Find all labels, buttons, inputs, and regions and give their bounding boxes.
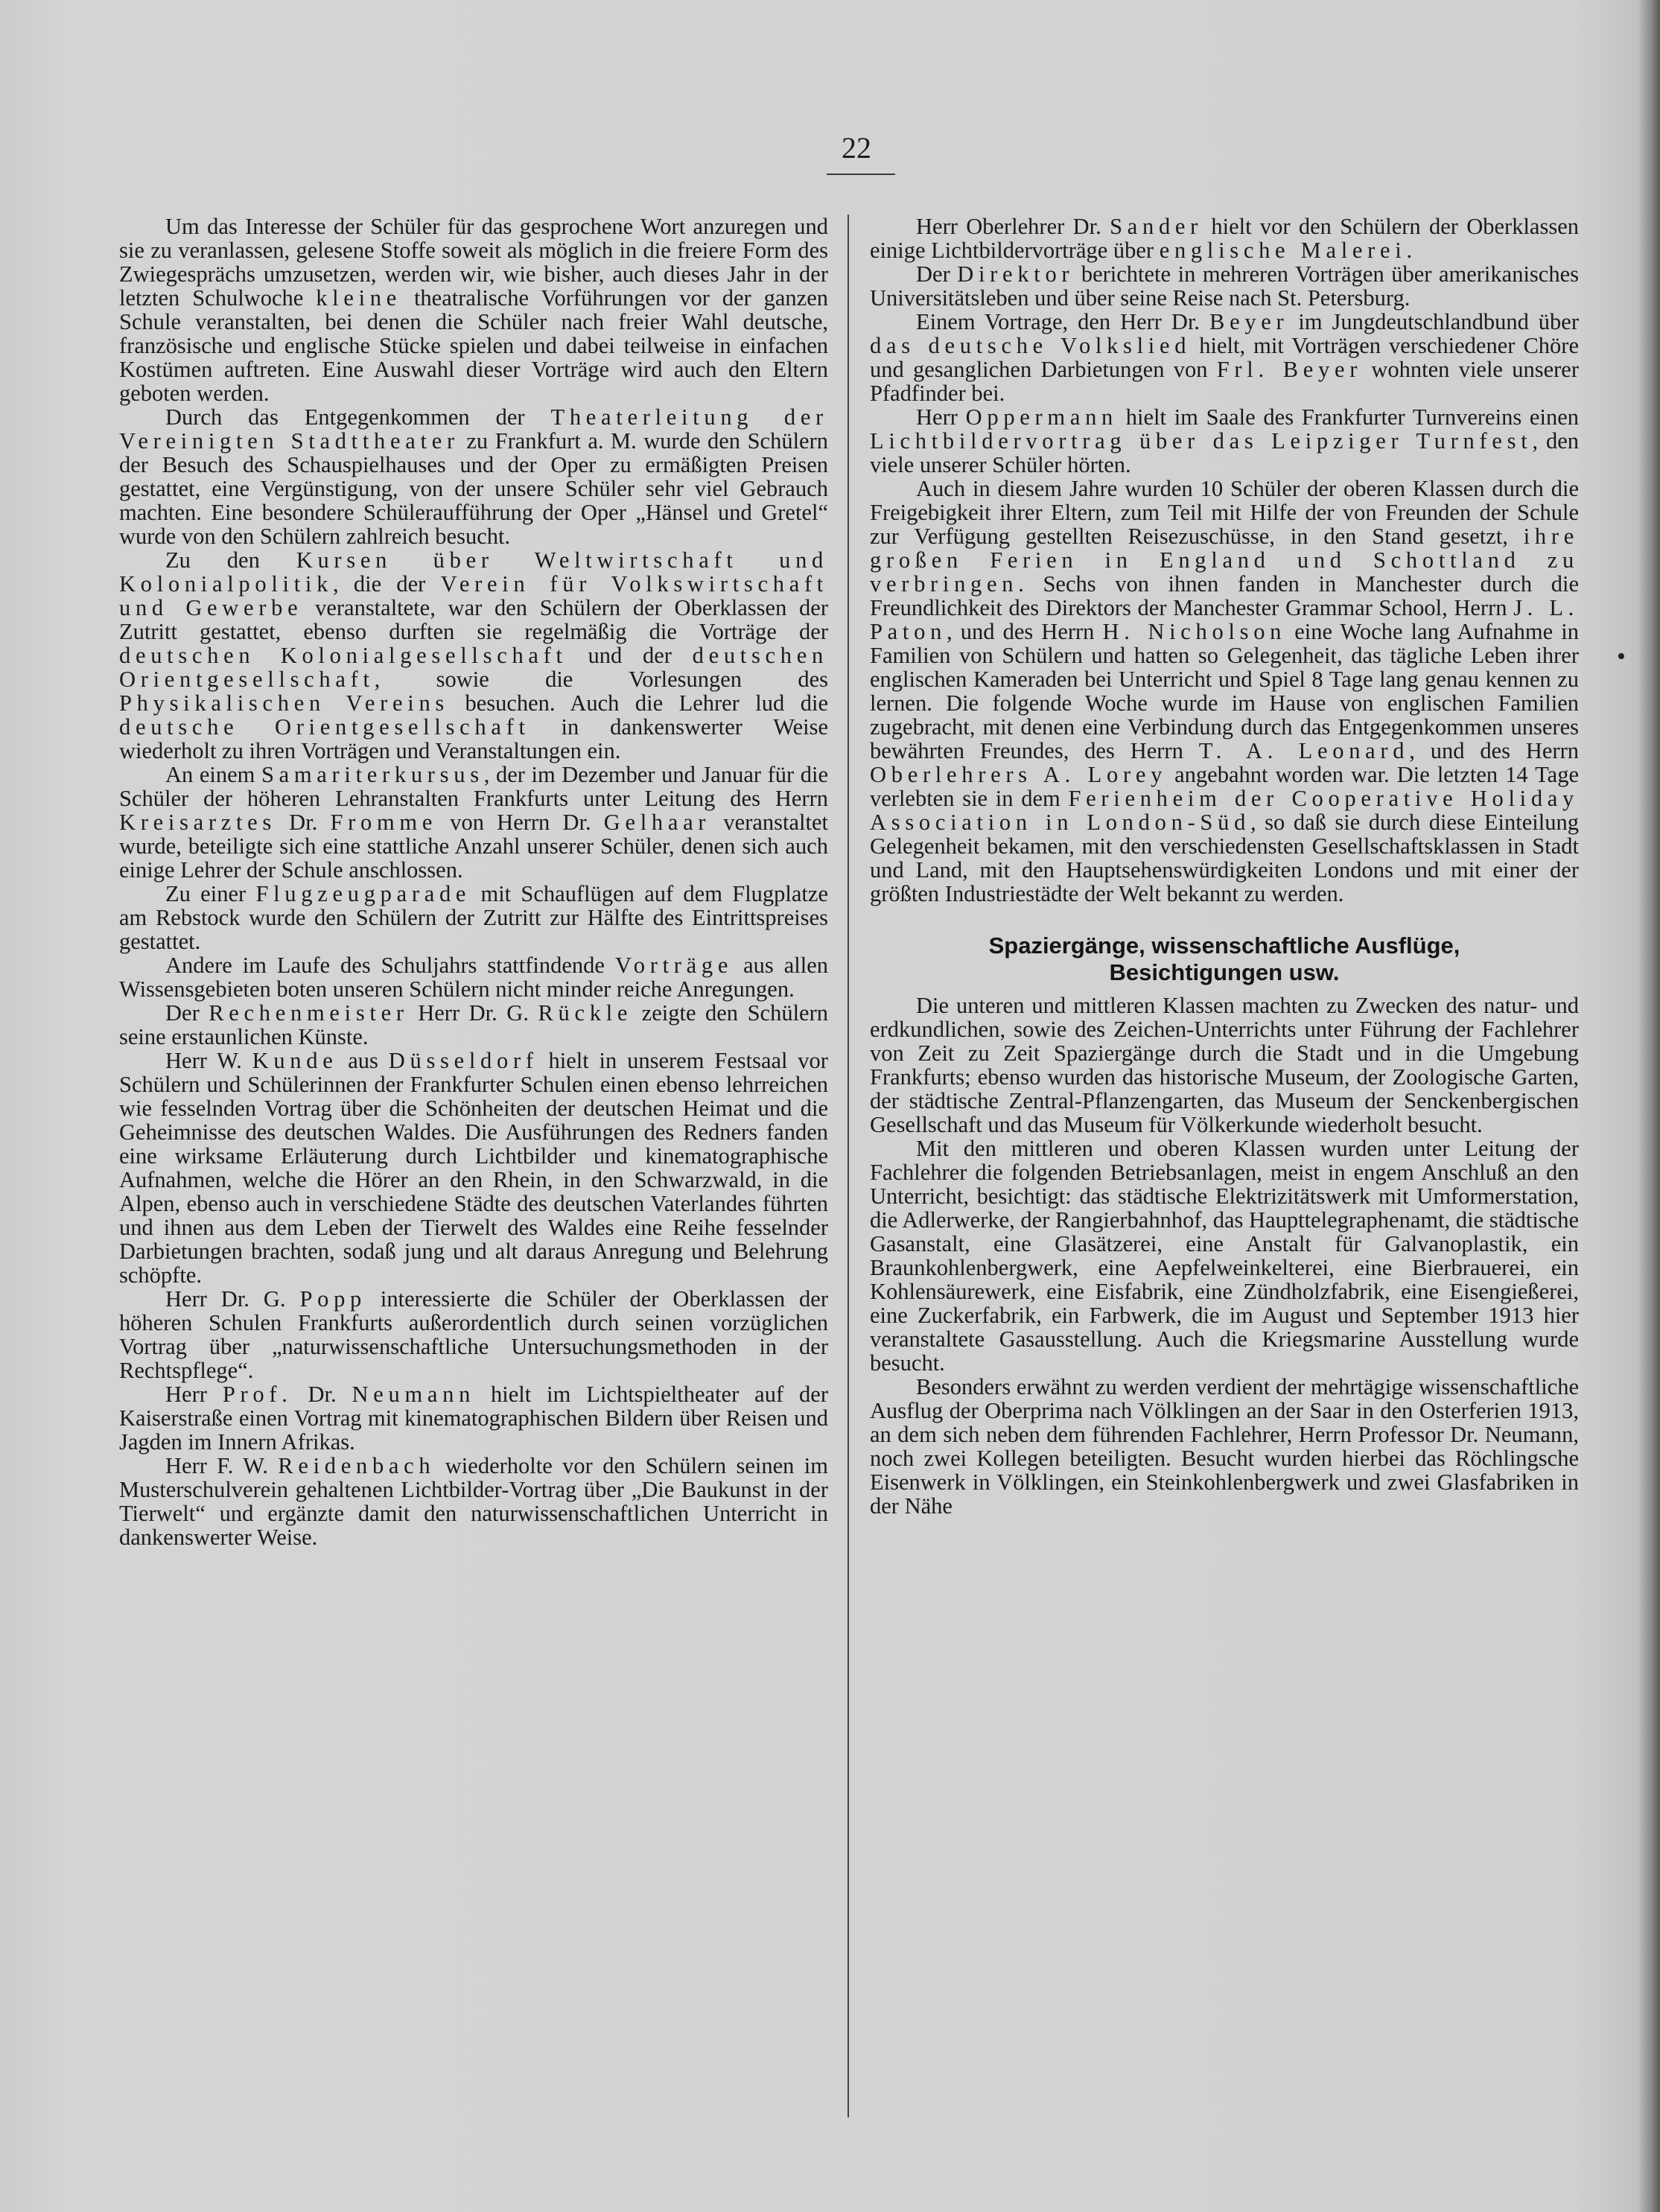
spaced-emphasis: deutschen Orientgesellschaft [119,643,828,692]
paragraph [870,310,1579,405]
paragraph [119,1049,828,1287]
text-run: Herr Dr. G. [408,1000,538,1026]
text-run: Herr [165,1382,223,1407]
text-run: wiederholte vor den Schülern seinen im Musterschulverein gehaltenen Lichtbilder-Vortrag über „Die Baukunst in der Tierwelt“ und ergänzte damit den naturwissenschaftlichen Unterricht in dankenswerter Weise. [119,1453,828,1550]
paragraph [119,953,828,1001]
text-run: . Sechs von ihnen fanden in Manchester durch die Freundlichkeit des Direktors der Manchester Grammar School, Herrn [870,571,1579,620]
section-heading-line-1: Spaziergänge, wissenschaftliche Ausflüge, [988,932,1460,959]
text-run: , und des Herrn [1409,738,1579,763]
paragraph [870,994,1579,1137]
spaced-emphasis: Reidenbach [278,1453,436,1478]
text-run: Herr W. [165,1048,252,1073]
paragraph [119,1287,828,1382]
margin-mark: • [1617,643,1626,670]
text-run: , der im Dezember und Januar für die Schüler der höheren Lehranstalten Frankfurts unter Leitung des Herrn [119,762,828,811]
spaced-emphasis: Oberlehrers A. Lorey [870,762,1168,787]
paragraph [870,262,1579,310]
text-run: Durch das Entgegenkommen der [165,404,551,430]
text-run: . [1406,238,1413,263]
text-run: Der [165,1000,209,1026]
spaced-emphasis: Direktor [957,261,1075,287]
spaced-emphasis: Kreisarztes [119,810,276,835]
spaced-emphasis: Düsseldorf [388,1048,538,1073]
text-run: aus [337,1048,389,1073]
paragraph [870,405,1579,477]
spaced-emphasis: Fromme [330,810,438,835]
text-run: eine Woche lang Aufnahme in Familien von Schülern und hatten so Gelegenheit, das tägliche Leben ihrer englischen Kameraden bei Unterricht und Spiel 8 Tage lang genau kennen zu lernen. Die folgende Woche wurde im Hause von englischen Familien zugebracht, mit denen eine Verbindung durch das Entgegenkommen unseres bewährten Freundes, des Herrn [870,619,1579,763]
right-column [870,214,1579,1518]
text-run: zeigte den Schülern seine erstaunlichen Künste. [119,1000,828,1049]
paragraph [119,405,828,548]
text-run: Andere im Laufe des Schuljahrs stattfindende [165,953,615,978]
spaced-emphasis: Ferienheim der Cooperative Holiday Association in London-Süd [870,786,1579,835]
spaced-emphasis: Rückle [538,1000,633,1026]
text-run: veranstaltet wurde, beteiligte sich eine stattliche Anzahl unserer Schüler, denen sich auch einige Lehrer der Schule anschlossen. [119,810,829,883]
paragraph [119,1382,828,1454]
text-run: hielt im Lichtspieltheater auf der Kaiserstraße einen Vortrag mit kinematographischen Bildern über Reisen und Jagden im Innern Afrikas. [119,1382,828,1455]
text-run: , und des Herrn [947,619,1103,644]
text-run: Herr F. W. [165,1453,279,1478]
text-run: aus allen Wissensgebieten boten unseren Schülern nicht minder reiche Anregungen. [119,953,828,1002]
binding-shadow [1638,0,1660,2212]
spaced-emphasis: Gelhaar [603,810,711,835]
paragraph [119,1454,828,1549]
text-run: mit Schauflügen auf dem Flugplatze am Rebstock wurde den Schülern der Zutritt zur Hälfte des Eintrittspreises gestattet. [119,881,828,954]
spaced-emphasis: deutsche Orientgesellschaft [119,714,530,740]
spaced-emphasis: englische Malerei [1159,238,1407,263]
paragraph [870,214,1579,262]
spaced-emphasis: Popp [299,1286,366,1312]
left-column [119,214,828,1549]
paragraph [870,477,1579,906]
text-run: Besonders erwähnt zu werden verdient der mehrtägige wissenschaftliche Ausflug der Oberprima nach Völklingen an der Saar in den Osterferien 1913, an dem sich neben dem führenden Fachlehrer, Herrn Professor Dr. Neumann, noch zwei Kollegen beteiligten. Besucht wurden hierbei das Röchlingsche Eisenwerk in Völklingen, ein Steinkohlenbergwerk und zwei Glasfabriken in der Nähe [870,1374,1579,1519]
text-run: im Jungdeutschlandbund über [1288,309,1579,334]
paragraph [870,1375,1579,1518]
text-run: besuchen. Auch die Lehrer lud die [448,690,828,716]
text-run: wohnten viele unserer Pfadfinder bei. [870,357,1579,406]
text-run: veranstaltete, war den Schülern der Oberklassen der Zutritt gestattet, ebenso durften sie regelmäßig die Vorträge der [119,595,828,644]
spaced-emphasis: Oppermann [965,404,1118,430]
spaced-emphasis: Frl. Beyer [1216,357,1363,382]
text-run: Zu einer [165,881,256,906]
spaced-emphasis: Kunde [252,1048,338,1073]
left-column-paragraphs [119,214,828,1549]
spaced-emphasis: Prof. [222,1382,293,1407]
text-run: Die unteren und mittleren Klassen machten zu Zwecken des natur- und erdkundlichen, sowie des Zeichen-Unterrichts unter Führung der Fachlehrer von Zeit zu Zeit Spaziergänge durch die Stadt und in die Umgebung Frankfurts; ebenso wurden das historische Museum, der Zoologische Garten, der städtische Zentral-Pflanzengarten, das Museum der Senckenbergischen Gesellschaft und das Museum für Völkerkunde wiederholt besucht. [870,993,1579,1137]
text-run: Herr Oberlehrer Dr. [916,214,1110,239]
text-run: Mit den mittleren und oberen Klassen wurden unter Leitung der Fachlehrer die folgenden Betriebsanlagen, meist in engem Anschluß an den Unterricht, besichtigt: das städtische Elektrizitätswerk mit Umformerstation, die Adlerwerke, der Rangierbahnhof, das Haupttelegraphenamt, die städtische Gasanstalt, eine Glasätzerei, eine Anstalt für Galvanoplastik, ein Braunkohlenbergwerk, eine Aepfelweinkelterei, eine Bierbrauerei, ein Kohlensäurewerk, eine Eisfabrik, eine Zündholzfabrik, eine Eisengießerei, eine Zuckerfabrik, ein Farbwerk, die im August und September 1913 hier veranstaltete Gasausstellung. Auch die Kriegsmarine Ausstellung wurde besucht. [870,1136,1579,1376]
spaced-emphasis: T. A. Leonard [1198,738,1410,763]
spaced-emphasis: Rechenmeister [209,1000,409,1026]
text-run: Dr. [276,810,331,835]
text-run: hielt, mit Vorträgen verschiedener Chöre und gesanglichen Darbietungen von [870,333,1579,382]
spaced-emphasis: J. L. Paton [870,595,1579,644]
spaced-emphasis: Beyer [1209,309,1289,334]
text-run: , die der [333,571,441,597]
spaced-emphasis: Theaterleitung der Vereinigten Stadttheater [119,404,828,454]
text-run: An einem [165,762,261,787]
paragraph [119,1001,828,1049]
spaced-emphasis: Lichtbildervortrag über das Leipziger Turnfest [870,428,1533,454]
text-run: Zu den [165,547,296,573]
text-run: berichtete in mehreren Vorträgen über amerikanisches Universitätsleben und über seine Reise nach St. Petersburg. [870,261,1579,311]
section-heading [870,932,1579,986]
column-divider [848,214,849,2117]
paragraph [119,763,828,882]
spaced-emphasis: Vorträge [614,953,734,978]
paragraph [119,214,828,405]
page-number-rule [827,174,895,175]
spaced-emphasis: Neumann [352,1382,476,1407]
text-run: Herr [916,404,966,430]
text-run: Dr. [292,1382,352,1407]
text-run: interessierte die Schüler der Oberklassen der höheren Schulen Frankfurts außerordentlich durch seinen vorzüglichen Vortrag über „naturwissenschaftliche Untersuchungsmethoden in der Rechtspflege“. [119,1286,828,1383]
text-run: Der [916,261,958,287]
spaced-emphasis: kleine [316,285,402,311]
text-run: Auch in diesem Jahre wurden 10 Schüler der oberen Klassen durch die Freigebigkeit ihrer Eltern, zum Teil mit Hilfe der von Freunden der Schule zur Verfügung gestellten Reisezuschüsse, in den Stand gesetzt, [870,476,1579,549]
text-run: Einem Vortrage, den Herr Dr. [916,309,1210,334]
spaced-emphasis: Kursen über Weltwirtschaft und Kolonialpolitik [119,547,828,597]
spaced-emphasis: Verein für Volkswirtschaft und Gewerbe [119,571,828,620]
text-run: hielt vor den Schülern der Oberklassen einige Lichtbildervorträge über [870,214,1579,263]
spaced-emphasis: das deutsche Volkslied [870,333,1192,358]
spaced-emphasis: Sander [1110,214,1203,239]
spaced-emphasis: ihre großen Ferien in England und Schottland zu verbringen [870,524,1579,597]
spaced-emphasis: Flugzeugparade [255,881,471,906]
spaced-emphasis: H. Nicholson [1102,619,1287,644]
spaced-emphasis: Physikalischen Vereins [119,690,449,716]
text-run: , so daß sie durch diese Einteilung Gelegenheit bekamen, mit den verschiedensten Gesellschaftsklassen in Stadt und Land, mit den Hauptsehenswürdigkeiten Londons und mit einer der größten Industriestädte der Welt bekannt zu werden. [870,810,1579,906]
text-run: von Herrn Dr. [437,810,604,835]
text-run: hielt in unserem Festsaal vor Schülern und Schülerinnen der Frankfurter Schulen einen ebenso lehrreichen wie fesselnden Vortrag über die Schönheiten der deutschen Heimat und die Geheimnisse des deutschen Waldes. Die Ausführungen des Redners fanden eine wirksame Erläuterung durch Lichtbilder und kinematographische Aufnahmen, welche die Hörer an den Rhein, in den Schwarzwald, in die Alpen, ebenso auch in verschiedene Städte des deutschen Vaterlandes führten und ihnen aus dem Leben der Tierwelt des Waldes eine Reihe fesselnder Darbietungen brachten, sodaß jung und alt daraus Anregung und Belehrung schöpfte. [119,1048,828,1288]
paragraph [119,882,828,953]
section-heading-line-2: Besichtigungen usw. [1109,959,1340,985]
page-number: 22 [842,131,871,165]
text-run: Herr Dr. G. [165,1286,300,1312]
text-run: , sowie die Vorlesungen des [374,667,828,692]
text-run: und der [567,643,693,668]
paragraph [870,1137,1579,1375]
right-column-paragraphs-after-heading [870,994,1579,1518]
right-column-paragraphs [870,214,1579,906]
paragraph [119,548,828,763]
text-run: Um das Interesse der Schüler für das gesprochene Wort anzuregen und sie zu veranlassen, gelesene Stoffe soweit als möglich in die freiere Form des Zwiegesprächs umzusetzen, werden wir, wie bisher, auch dieses Jahr in der letzten Schulwoche [119,214,828,311]
text-run: zu Frankfurt a. M. wurde den Schülern der Besuch des Schauspielhauses und der Oper zu ermäßigten Preisen gestattet, eine Vergünstigung, von der unsere Schüler sehr viel Gebrauch machten. Eine besondere Schüleraufführung der Oper „Hänsel und Gretel“ wurde von den Schülern zahlreich besucht. [119,428,828,549]
spaced-emphasis: Samariterkursus [261,762,484,787]
spaced-emphasis: deutschen Kolonialgesellschaft [119,643,567,668]
text-run: theatralische Vorführungen vor der ganzen Schule veranstalten, bei denen die Schüler nach freier Wahl deutsche, französische und englische Stücke spielen und dabei teilweise in einfachen Kostümen auftreten. Eine Auswahl dieser Vorträge wird auch den Eltern geboten werden. [119,285,829,406]
text-run: in dankenswerter Weise wiederholt zu ihren Vorträgen und Veranstaltungen ein. [119,714,828,763]
text-run: hielt im Saale des Frankfurter Turnvereins einen [1118,404,1579,430]
text-run: angebahnt worden war. Die letzten 14 Tage verlebten sie in dem [870,762,1579,811]
text-run: , den viele unserer Schüler hörten. [870,428,1579,477]
